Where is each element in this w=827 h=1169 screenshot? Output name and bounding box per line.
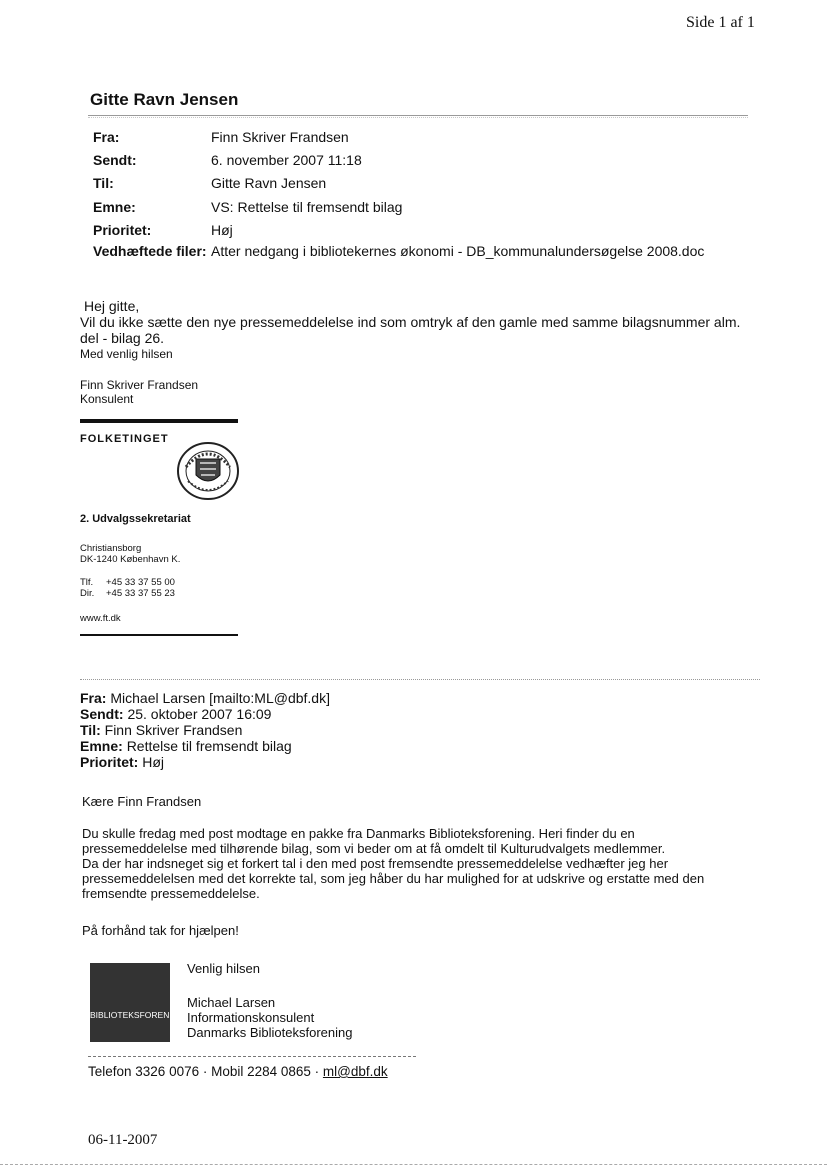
tlf-value: +45 33 37 55 00 [106, 577, 175, 588]
header-attachments-label: Vedhæftede filer: [93, 243, 207, 259]
website: www.ft.dk [80, 613, 121, 624]
fwd-thanks: På forhånd tak for hjælpen! [82, 923, 239, 938]
header-attachments-value: Atter nedgang i bibliotekernes økonomi - DB_kommunalundersøgelse 2008.doc [211, 243, 705, 259]
folketinget-name: FOLKETINGET [80, 433, 169, 445]
fwd-sent-value: 25. oktober 2007 16:09 [127, 706, 272, 722]
header-sent-label: Sendt: [93, 152, 137, 168]
greeting: Hej gitte, [84, 298, 140, 314]
fwd-from-value: Michael Larsen [mailto:ML@dbf.dk] [110, 690, 330, 706]
forward-separator [80, 679, 760, 680]
body-line-1: Vil du ikke sætte den nye pressemeddelelse ind som omtryk af den gamle med samme bilagsnummer alm. [80, 314, 741, 330]
dir-value: +45 33 37 55 23 [106, 588, 175, 599]
header-sent-value: 6. november 2007 11:18 [211, 152, 362, 168]
fwd-para-line-5: fremsendte pressemeddelelse. [82, 886, 260, 901]
signature-separator [88, 1056, 416, 1057]
header-priority-label: Prioritet: [93, 222, 152, 238]
sender-name: Finn Skriver Frandsen [80, 378, 199, 392]
fwd-phone: Telefon 3326 0076 · Mobil 2284 0865 · [88, 1064, 323, 1079]
closing: Med venlig hilsen [80, 347, 173, 361]
header-from-value: Finn Skriver Frandsen [211, 129, 349, 145]
signature-bar-bottom [80, 634, 238, 636]
fwd-priority-value: Høj [142, 754, 165, 770]
signature-bar-top [80, 419, 238, 423]
fwd-paragraph [82, 826, 772, 901]
folketinget-seal-icon [176, 441, 240, 501]
header-divider [88, 115, 748, 116]
forwarded-header [80, 690, 330, 770]
fwd-regards: Venlig hilsen [187, 961, 260, 976]
fwd-para-line-3: Da der har indsneget sig et forkert tal i den med post fremsendte pressemeddelelse vedhæfter jeg her [82, 856, 669, 871]
fwd-sender-title: Informationskonsulent [187, 1010, 315, 1025]
dir-label: Dir. [80, 588, 95, 599]
message-body [80, 298, 780, 362]
body-line-2: del - bilag 26. [80, 330, 165, 346]
header-to-value: Gitte Ravn Jensen [211, 175, 327, 191]
fwd-para-line-1: Du skulle fredag med post modtage en pakke fra Danmarks Biblioteksforening. Heri finder du en [82, 826, 635, 841]
sender-signature [80, 378, 198, 406]
header-subject-value: VS: Rettelse til fremsendt bilag [211, 199, 403, 215]
fwd-sent-label: Sendt: [80, 706, 124, 722]
address [80, 543, 180, 565]
fwd-para-line-2: pressemeddelelse med tilhørende bilag, som vi beder om at få omdelt til Kulturudvalgets medlemmer. [82, 841, 666, 856]
mailbox-owner: Gitte Ravn Jensen [90, 90, 239, 109]
fwd-email-link[interactable]: ml@dbf.dk [322, 1064, 388, 1079]
header-divider-dotted [88, 117, 748, 118]
sender-title: Konsulent [80, 392, 134, 406]
header-priority-value: Høj [211, 222, 233, 238]
fwd-from-label: Fra: [80, 690, 107, 706]
fwd-signature [187, 961, 352, 1040]
biblioteksforening-logo [90, 963, 185, 1042]
header-from-label: Fra: [93, 129, 120, 145]
fwd-to-value: Finn Skriver Frandsen [104, 722, 243, 738]
department: 2. Udvalgssekretariat [80, 513, 191, 525]
fwd-subject-label: Emne: [80, 738, 123, 754]
page-bottom-line [0, 1164, 827, 1165]
logo-text: BIBLIOTEKSFORENING [90, 1010, 185, 1020]
page-number: Side 1 af 1 [686, 14, 755, 31]
fwd-priority-label: Prioritet: [80, 754, 139, 770]
header-subject-label: Emne: [93, 199, 136, 215]
fwd-greeting: Kære Finn Frandsen [82, 794, 202, 809]
fwd-subject-value: Rettelse til fremsendt bilag [126, 738, 292, 754]
phone-block [80, 577, 175, 599]
address-line-1: Christiansborg [80, 543, 142, 554]
fwd-sender-org: Danmarks Biblioteksforening [187, 1025, 353, 1040]
header-to-label: Til: [93, 175, 114, 191]
fwd-to-label: Til: [80, 722, 101, 738]
print-date: 06-11-2007 [88, 1132, 158, 1148]
address-line-2: DK-1240 København K. [80, 554, 181, 565]
fwd-contact-line [88, 1064, 388, 1079]
tlf-label: Tlf. [80, 577, 94, 588]
fwd-sender-name: Michael Larsen [187, 995, 276, 1010]
fwd-para-line-4: pressemeddelelsen med det korrekte tal, som jeg håber du har mulighed for at udskrive og erstatte med den [82, 871, 705, 886]
